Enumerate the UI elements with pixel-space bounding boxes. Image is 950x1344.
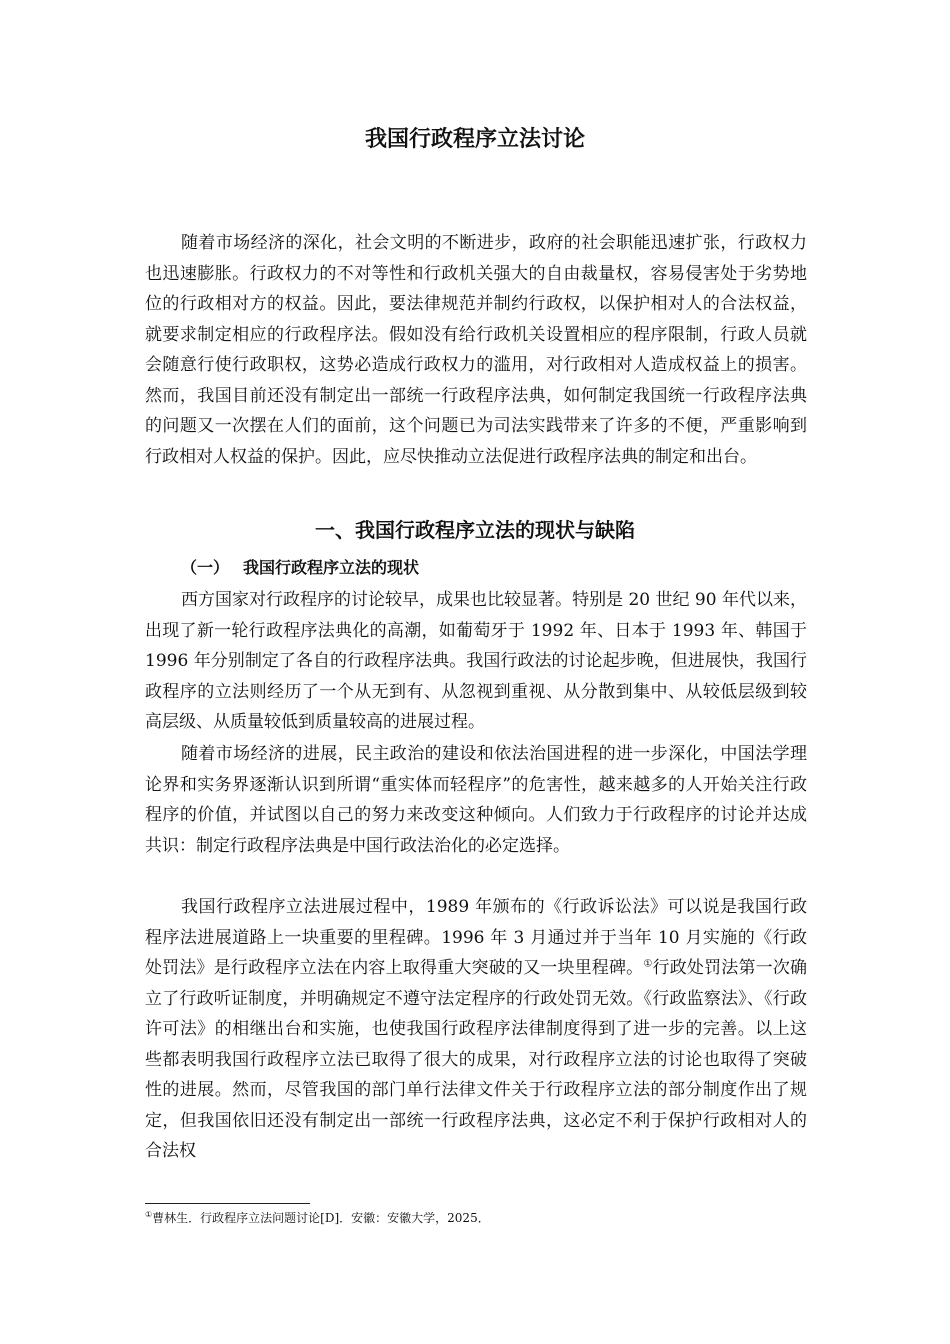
footnote-text: 曹林生．行政程序立法问题讨论[D]．安徽：安徽大学，2025． [152, 1211, 490, 1225]
intro-paragraph: 随着市场经济的深化，社会文明的不断进步，政府的社会职能迅速扩张，行政权力也迅速膨胀。行政权力的不对等性和行政机关强大的自由裁量权，容易侵害处于劣势地位的行政相对方的权益。因此，要法律规范并制约行政权，以保护相对人的合法权益，就要求制定相应的行政程序法。假如没有给行政机关设置相应的程序限制，行政人员就会随意行使行政职权，这势必造成行政权力的滥用，对行政相对人造成权益上的损害。然而，我国目前还没有制定出一部统一行政程序法典，如何制定我国统一行政程序法典的问题又一次摆在人们的面前，这个问题已为司法实践带来了许多的不便，严重影响到行政相对人权益的保护。因此，应尽快推动立法促进行政程序法典的制定和出台。 [145, 233, 807, 467]
footnote [145, 1209, 807, 1227]
document-title: 我国行政程序立法讨论 [364, 127, 585, 152]
footnote-marker: ① [145, 1210, 153, 1219]
subsection-title: 我国行政程序立法的现状 [243, 558, 420, 577]
paragraph-3: 随着市场经济的进展，民主政治的建设和依法治国进程的进一步深化，中国法学理论界和实务界逐渐认识到所谓“重实体而轻程序”的危害性，越来越多的人开始关注行政程序的价值，并试图以自己的努力来改变这种倾向。人们致力于行政程序的讨论并达成共识：制定行政程序法典是中国行政法治化的必定选择。 [145, 744, 807, 856]
paragraph-2: 西方国家对行政程序的讨论较早，成果也比较显著。特别是 20 世纪 90 年代以来，出现了新一轮行政程序法典化的高潮，如葡萄牙于 1992 年、日本于 1993 年、韩国于 1996 年分别制定了各自的行政程序法典。我国行政法的讨论起步晚，但进展快，我国行政程序的立法则经历了一个从无到有、从忽视到重视、从分散到集中、从较低层级到较高层级、从质量较低到质量较高的进展过程。 [145, 590, 807, 732]
subsection-number: （一） [181, 558, 230, 577]
paragraph-4 [145, 892, 807, 1167]
subsection-heading [181, 555, 419, 581]
footnote-reference[interactable]: ① [643, 958, 653, 970]
paragraph-4-part-1: 我国行政程序立法进展过程中，1989 年颁布的《行政诉讼法》可以说是我国行政程序法进展道路上一块重要的里程碑。1996 年 3 月通过并于当年 10 月实施的《行政处罚法》是行政程序立法在内容上取得重大突破的又一块里程碑。 [145, 897, 807, 978]
footnote-divider [145, 1203, 310, 1204]
paragraph-4-part-2: 行政处罚法第一次确立了行政听证制度，并明确规定不遵守法定程序的行政处罚无效。《行政监察法》、《行政许可法》的相继出台和实施，也使我国行政程序法律制度得到了进一步的完善。以上这些都表明我国行政程序立法已取得了很大的成果，对行政程序立法的讨论也取得了突破性的进展。然而，尽管我国的部门单行法律文件关于行政程序立法的部分制度作出了规定，但我国依旧还没有制定出一部统一行政程序法典，这必定不利于保护行政相对人的合法权 [145, 958, 808, 1161]
section-heading: 一、我国行政程序立法的现状与缺陷 [315, 518, 635, 542]
